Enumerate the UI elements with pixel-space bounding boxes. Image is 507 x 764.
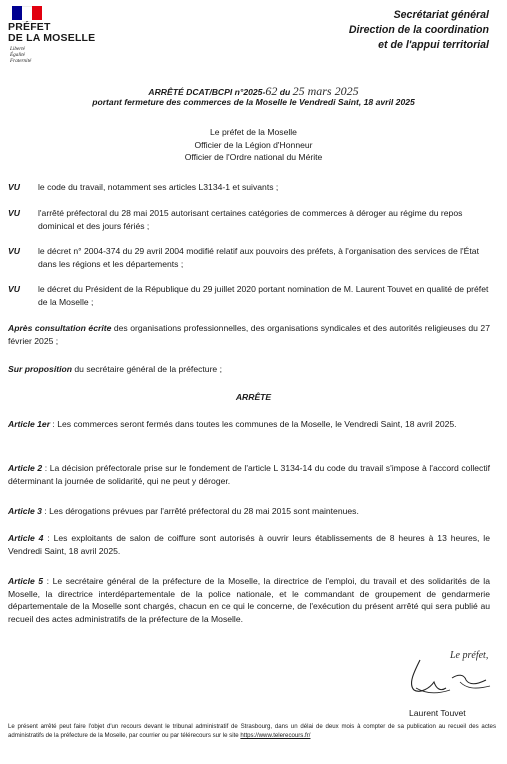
marianne-flag-logo [12, 6, 42, 20]
article-5 [8, 575, 490, 625]
vu-text: le décret du Président de la République du 29 juillet 2020 portant nomination de M. Laurent Touvet en qualité de préfet de la Moselle ; [38, 284, 489, 307]
motto-fraternite: Fraternité [10, 58, 32, 64]
signature [400, 648, 500, 698]
article-lead: Article 4 [8, 533, 44, 543]
vu-clause [8, 207, 490, 232]
vu-clause [8, 245, 490, 270]
signer-name: Laurent Touvet [409, 708, 466, 718]
handwritten-prefet-label: Le préfet, [450, 650, 489, 661]
vu-clause [8, 181, 490, 194]
appeal-notice [8, 722, 496, 740]
proposition-lead: Sur proposition [8, 364, 72, 374]
arrete-heading: ARRÊTE [235, 392, 272, 402]
proposition-paragraph [8, 363, 490, 376]
article-lead: Article 5 [8, 576, 44, 586]
article-lead: Article 1er [8, 419, 51, 429]
consultation-paragraph [8, 322, 490, 347]
consultation-lead: Après consultation écrite [8, 323, 112, 333]
appeal-text: Le présent arrêté peut faire l'objet d'un recours devant le tribunal administratif de Strasbourg, dans un délai de deux mois à compter de sa publication au recueil des actes administratifs de la préfecture de la Moselle, par courrier ou par télérecours sur le site [8, 723, 496, 739]
article-3 [8, 505, 490, 518]
article-text: : Le secrétaire général de la préfecture de la Moselle, la directrice de l'emploi, du travail et des solidarités de la Moselle, la directrice interdépartementale de la police nationale, et le commandant de groupement de gendarmerie départementale de la Moselle sont chargés, chacun en ce qui le concerne, de l'exécution du présent arrêté qui sera publié au recueil des actes administratifs de la préfecture de la Moselle. [8, 576, 490, 624]
vu-clause [8, 283, 490, 308]
vu-key: VU [8, 208, 20, 218]
article-lead: Article 2 [8, 463, 43, 473]
prefect-line: Le préfet de la Moselle [210, 127, 297, 137]
handwritten-arrete-number: 62 [265, 84, 278, 98]
prefect-line: Officier de l'Ordre national du Mérite [184, 152, 323, 162]
article-text: : Les commerces seront fermés dans toutes les communes de la Moselle, le Vendredi Saint, 18 avril 2025. [50, 419, 457, 429]
prefet-line-2: DE LA MOSELLE [8, 32, 96, 44]
department-line-3: et de l'appui territorial [378, 39, 489, 51]
vu-text: l'arrêté préfectoral du 28 mai 2015 autorisant certaines catégories de commerces à déroger au régime du repos dominical et des jours fériés ; [38, 208, 463, 231]
vu-key: VU [8, 284, 20, 294]
motto-liberte: Liberté [10, 46, 25, 52]
prefect-titles [0, 126, 507, 164]
arrete-number-prefix: ARRÊTÉ DCAT/BCPI n°2025- [148, 87, 266, 97]
proposition-text: du secrétaire général de la préfecture ; [71, 364, 222, 374]
prefet-line-1: PRÉFET [8, 21, 51, 33]
article-2 [8, 462, 490, 487]
prefet-logo-text [8, 22, 95, 44]
article-4 [8, 532, 490, 557]
vu-text: le décret n° 2004-374 du 29 avril 2004 modifié relatif aux pouvoirs des préfets, à l'organisation des services de l'État dans les régions et les départements ; [38, 246, 479, 269]
motto-egalite: Égalité [10, 52, 25, 58]
arrete-subtitle: portant fermeture des commerces de la Moselle le Vendredi Saint, 18 avril 2025 [92, 97, 415, 107]
article-1 [8, 418, 490, 431]
telerecours-link[interactable]: https://www.telerecours.fr/ [240, 732, 311, 739]
republic-motto [10, 46, 31, 64]
vu-key: VU [8, 182, 20, 192]
article-text: : Les dérogations prévues par l'arrêté préfectoral du 28 mai 2015 sont maintenues. [41, 506, 359, 516]
vu-key: VU [8, 246, 20, 256]
department-line-1: Secrétariat général [393, 9, 489, 21]
department-line-2: Direction de la coordination [348, 24, 489, 36]
flag-red-stripe [32, 6, 42, 20]
flag-white-stripe [22, 6, 32, 22]
consultation-text: des organisations professionnelles, des organisations syndicales et des autorités religieuses du 27 février 2025 ; [8, 323, 490, 346]
article-text: : Les exploitants de salon de coiffure sont autorisés à ouvrir leurs établissements de 8 heures à 13 heures, le Vendredi Saint, 18 avril 2025. [8, 533, 490, 556]
issuing-department [349, 8, 489, 53]
prefect-line: Officier de la Légion d'Honneur [194, 139, 313, 150]
flag-blue-stripe [12, 6, 22, 20]
article-lead: Article 3 [8, 506, 42, 516]
arrete-du: du [277, 87, 293, 97]
article-text: : La décision préfectorale prise sur le fondement de l'article L 3134-14 du code du travail s'impose à l'accord collectif déterminant la journée de solidarité, qui ne peut y déroger. [8, 463, 490, 486]
handwritten-arrete-date: 25 mars 2025 [292, 84, 359, 98]
vu-text: le code du travail, notamment ses articles L3134-1 et suivants ; [38, 182, 279, 192]
